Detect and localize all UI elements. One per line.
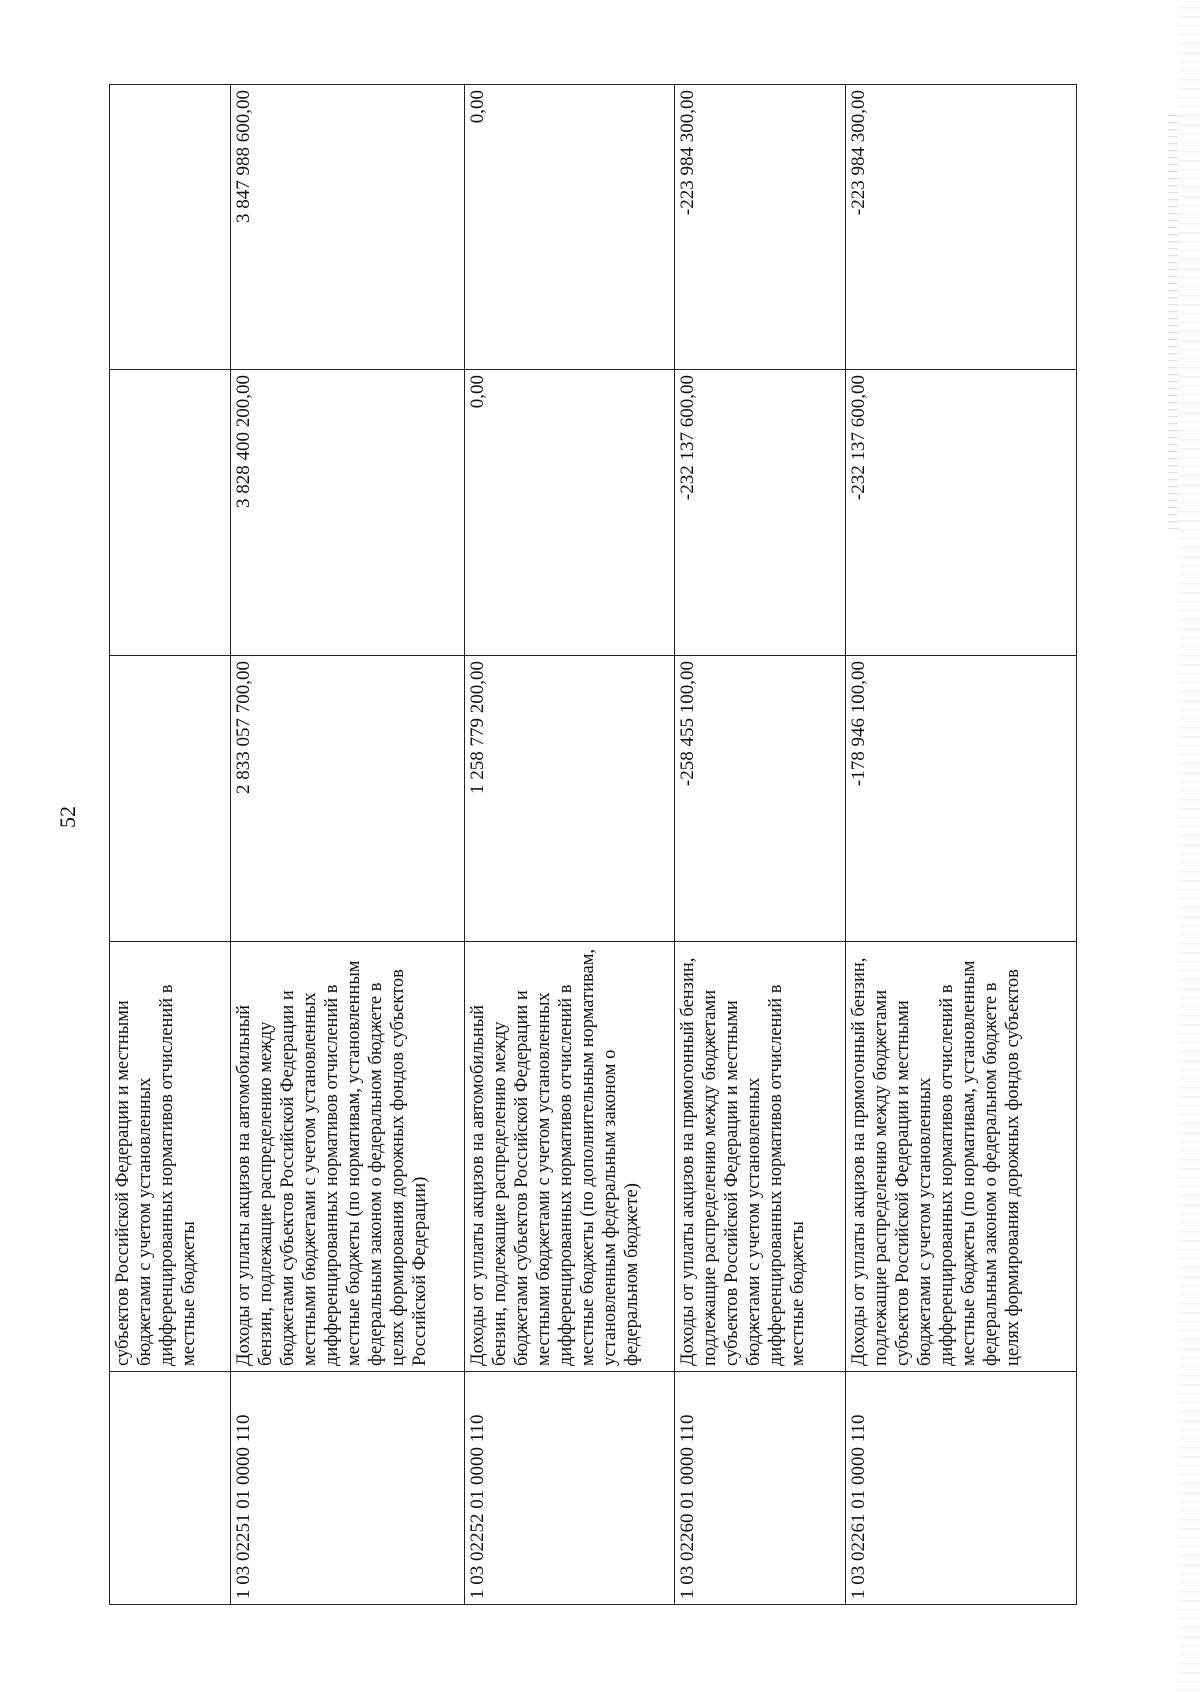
name-cell: Доходы от уплаты акцизов на прямогонный бензин, подлежащие распределению между бюджетами субъектов Российской Федерации и местными бюджетами с учетом установленных дифференцированных нормативов отчислений в местные бюджеты — [675, 942, 845, 1372]
table-row — [675, 85, 845, 1605]
budget-revenue-table — [109, 84, 1077, 1605]
value-cell-year3: 3 847 988 600,00 — [230, 85, 465, 370]
value-cell-year2: 0,00 — [465, 370, 675, 656]
value-cell-year1: 1 258 779 200,00 — [465, 656, 675, 942]
value-cell-year2: -232 137 600,00 — [845, 370, 1076, 656]
scan-marks — [1168, 110, 1178, 530]
value-cell-year2: -232 137 600,00 — [675, 370, 845, 656]
value-cell-year3 — [110, 85, 231, 370]
rotated-table-wrapper — [109, 85, 1077, 1605]
value-cell-year2 — [110, 370, 231, 656]
value-cell-year3: 0,00 — [465, 85, 675, 370]
value-cell-year1 — [110, 656, 231, 942]
code-cell: 1 03 02251 01 0000 110 — [230, 1372, 465, 1605]
table-row — [230, 85, 465, 1605]
table-row — [845, 85, 1076, 1605]
name-cell: Доходы от уплаты акцизов на прямогонный бензин, подлежащие распределению между бюджетами субъектов Российской Федерации и местными бюджетами с учетом установленных дифференцированных нормативов отчислений в местные бюджеты (по нормативам, установленным федеральным законом о федеральном бюджете в целях формирования дорожных фондов субъектов — [845, 942, 1076, 1372]
code-cell: 1 03 02260 01 0000 110 — [675, 1372, 845, 1605]
name-cell: Доходы от уплаты акцизов на автомобильный бензин, подлежащие распределению между бюджетами субъектов Российской Федерации и местными бюджетами с учетом установленных дифференцированных нормативов отчислений в местные бюджеты (по дополнительным нормативам, установленным федеральным законом о федеральном бюджете) — [465, 942, 675, 1372]
table-row — [465, 85, 675, 1605]
code-cell: 1 03 02252 01 0000 110 — [465, 1372, 675, 1605]
value-cell-year2: 3 828 400 200,00 — [230, 370, 465, 656]
name-cell: субъектов Российской Федерации и местными бюджетами с учетом установленных дифференцированных нормативов отчислений в местные бюджеты — [110, 942, 231, 1372]
value-cell-year1: -258 455 100,00 — [675, 656, 845, 942]
table-row — [110, 85, 231, 1605]
code-cell: 1 03 02261 01 0000 110 — [845, 1372, 1076, 1605]
code-cell — [110, 1372, 231, 1605]
value-cell-year3: -223 984 300,00 — [845, 85, 1076, 370]
value-cell-year1: 2 833 057 700,00 — [230, 656, 465, 942]
name-cell: Доходы от уплаты акцизов на автомобильный бензин, подлежащие распределению между бюджетами субъектов Российской Федерации и местными бюджетами с учетом установленных дифференцированных нормативов отчислений в местные бюджеты (по нормативам, установленным федеральным законом о федеральном бюджете в целях формирования дорожных фондов субъектов Российской Федерации) — [230, 942, 465, 1372]
scan-edge — [1178, 0, 1200, 1695]
value-cell-year1: -178 946 100,00 — [845, 656, 1076, 942]
page-number: 52 — [55, 806, 80, 828]
value-cell-year3: -223 984 300,00 — [675, 85, 845, 370]
